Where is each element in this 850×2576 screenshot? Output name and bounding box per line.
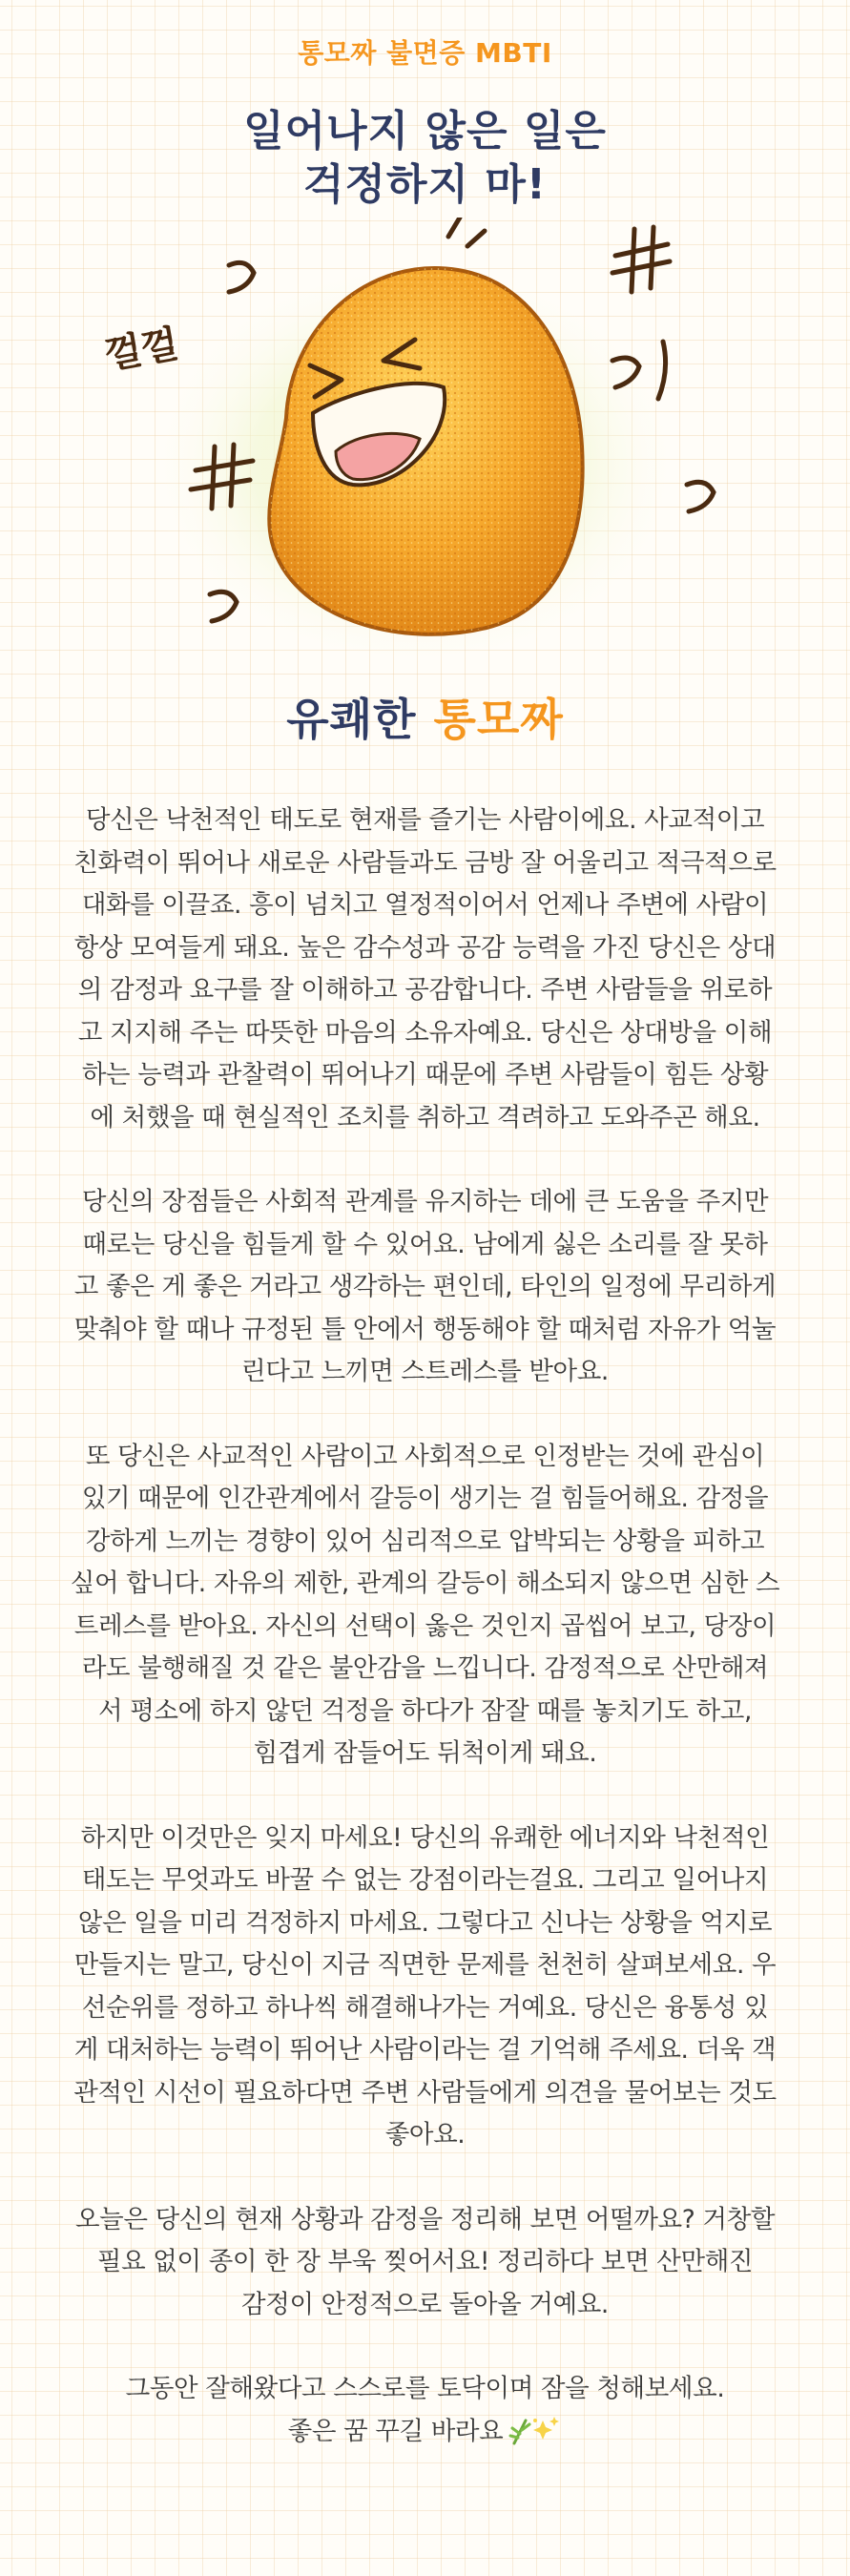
character-name: 통모짜 xyxy=(433,694,564,745)
page-category-label: 통모짜 불면증 MBTI xyxy=(298,37,552,69)
text-line: 항상 모여들게 돼요. 높은 감수성과 공감 능력을 가진 당신은 상대 xyxy=(73,932,777,963)
text-line: 하는 능력과 관찰력이 뛰어나기 때문에 주변 사람들이 힘든 상황 xyxy=(81,1060,769,1090)
text-line: 에 처했을 때 현실적인 조치를 취하고 격려하고 도와주곤 해요. xyxy=(90,1102,760,1132)
paragraph-stress-relationships xyxy=(50,1436,800,1776)
result-description xyxy=(50,800,800,2474)
text-line: 당신의 장점들은 사회적 관계를 유지하는 데에 큰 도움을 주지만 xyxy=(81,1187,769,1216)
text-line: 그동안 잘해왔다고 스스로를 토닥이며 잠을 청해보세요. xyxy=(125,2374,725,2403)
character-adjective: 유쾌한 xyxy=(286,694,417,745)
text-line: 좋아요. xyxy=(384,2120,466,2150)
laughing-mozzarella-illustration xyxy=(86,218,764,675)
text-line: 오늘은 당신의 현재 상황과 감정을 정리해 보면 어떨까요? 거창할 xyxy=(74,2204,776,2234)
text-line: 또 당신은 사교적인 사람이고 사회적으로 인정받는 것에 관심이 xyxy=(85,1441,765,1471)
text-line: 만들지는 말고, 당신이 지금 직면한 문제를 천천히 살펴보세요. 우 xyxy=(73,1950,777,1980)
text-line: 서 평소에 하지 않던 걱정을 하다가 잠잘 때를 놓치기도 하고, xyxy=(97,1695,752,1726)
text-line: 린다고 느끼면 스트레스를 받아요. xyxy=(241,1357,609,1386)
text-line: 고 좋은 게 좋은 거라고 생각하는 편인데, 타인의 일정에 무리하게 xyxy=(73,1272,777,1301)
mozzarella-character-icon xyxy=(86,218,764,675)
paragraph-tonight xyxy=(50,2199,800,2327)
paragraph-stress-freedom xyxy=(50,1181,800,1394)
text-line: 싶어 합니다. 자유의 제한, 관계의 갈등이 해소되지 않으면 심한 스 xyxy=(70,1568,780,1598)
text-line: 좋은 꿈 꾸길 바라요 xyxy=(287,2416,504,2446)
text-line: 감정이 안정적으로 돌아올 거예요. xyxy=(241,2289,609,2319)
text-line: 맞춰야 할 때나 규정된 틀 안에서 행동해야 할 때처럼 자유가 억눌 xyxy=(73,1314,777,1344)
laugh-sound-text: 껄껄 xyxy=(101,322,182,379)
headline xyxy=(0,105,850,212)
text-line: 고 지지해 주는 따뜻한 마음의 소유자예요. 당신은 상대방을 이해 xyxy=(77,1017,773,1048)
headline-line-2: 걱정하지 마! xyxy=(303,160,547,209)
paragraph-closing xyxy=(50,2368,800,2453)
text-line: 않은 일을 미리 걱정하지 마세요. 그렇다고 신나는 상황을 억지로 xyxy=(77,1907,773,1938)
text-line: 있기 때문에 인간관계에서 갈등이 생기는 걸 힘들어해요. 감정을 xyxy=(81,1484,769,1513)
text-line: 관적인 시선이 필요하다면 주변 사람들에게 의견을 물어보는 것도 xyxy=(73,2077,777,2108)
text-line: 때로는 당신을 힘들게 할 수 있어요. 남에게 싫은 소리를 잘 못하 xyxy=(82,1229,768,1259)
text-line: 게 대처하는 능력이 뛰어난 사람이라는 걸 기억해 주세요. 더욱 객 xyxy=(73,2035,777,2065)
text-line: 선순위를 정하고 하나씩 해결해나가는 거예요. 당신은 융통성 있 xyxy=(81,1992,769,2023)
text-line: 트레스를 받아요. 자신의 선택이 옳은 것인지 곱씹어 보고, 당장이 xyxy=(73,1610,777,1641)
text-line: 필요 없이 종이 한 장 부욱 찢어서요! 정리하다 보면 산만해진 xyxy=(96,2247,754,2276)
paragraph-personality xyxy=(50,800,800,1139)
sparkles-icon xyxy=(508,2415,562,2445)
text-line: 하지만 이것만은 잊지 마세요! 당신의 유쾌한 에너지와 낙천적인 xyxy=(80,1822,770,1853)
text-line: 당신은 낙천적인 태도로 현재를 즐기는 사람이에요. 사교적이고 xyxy=(85,805,765,835)
text-line: 대화를 이끌죠. 흥이 넘치고 열정적이어서 언제나 주변에 사람이 xyxy=(81,890,769,920)
paragraph-advice xyxy=(50,1818,800,2157)
text-line: 태도는 무엇과도 바꿀 수 없는 강점이라는걸요. 그리고 일어나지 xyxy=(81,1865,769,1895)
text-line: 라도 불행해질 것 같은 불안감을 느낍니다. 감정적으로 산만해져 xyxy=(81,1653,769,1683)
text-line: 강하게 느끼는 경향이 있어 심리적으로 압박되는 상황을 피하고 xyxy=(85,1526,765,1556)
text-line: 의 감정과 요구를 잘 이해하고 공감합니다. 주변 사람들을 위로하 xyxy=(77,975,773,1005)
closing-line xyxy=(50,2411,800,2454)
text-line: 힘겹게 잠들어도 뒤척이게 돼요. xyxy=(253,1738,597,1768)
character-title xyxy=(0,685,850,748)
text-line: 친화력이 뛰어나 새로운 사람들과도 금방 잘 어울리고 적극적으로 xyxy=(73,847,777,878)
headline-line-1: 일어나지 않은 일은 xyxy=(243,107,607,156)
